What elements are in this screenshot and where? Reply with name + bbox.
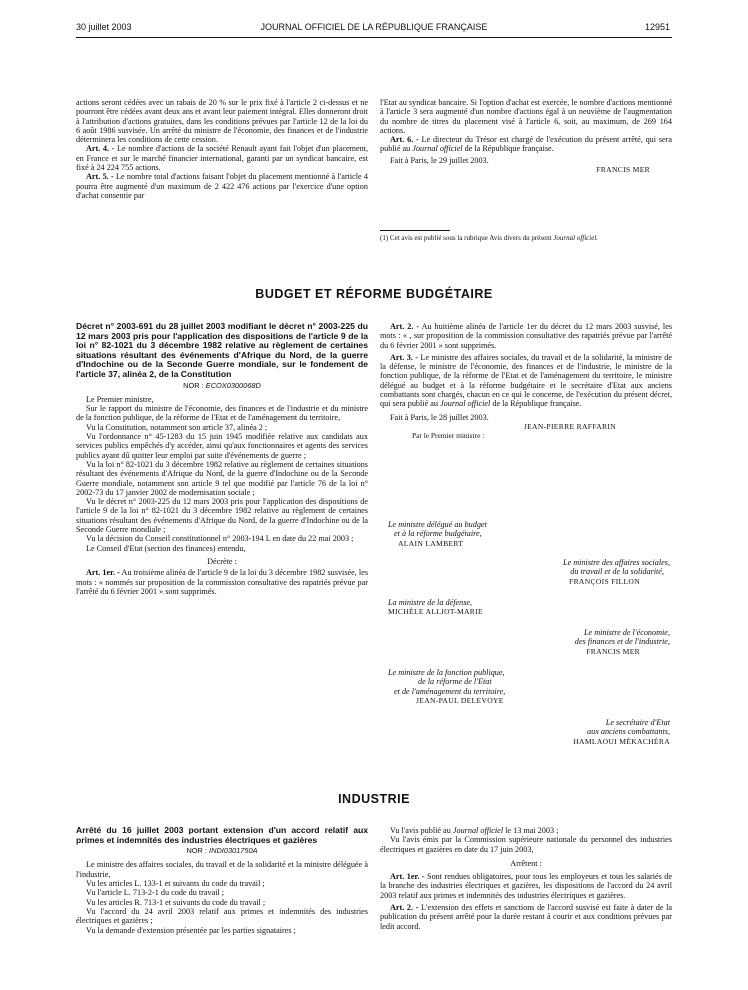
article-6 <box>380 135 672 154</box>
signatory-name: ALAIN LAMBERT <box>398 538 464 548</box>
journal-officiel-ref: Journal officiel <box>412 144 463 154</box>
article-label: Art. 5. - <box>86 172 114 182</box>
paragraph-text: le 13 mai 2003 ; <box>503 826 559 835</box>
article-2 <box>380 322 672 350</box>
paragraph: Vu l'avis émis par la Commission supérieure nationale du personnel des industries électriques et gazières en date du 17 juin 2003, <box>380 835 672 854</box>
top-right-column <box>380 98 672 174</box>
signatory-name: JEAN-PAUL DELEVOYE <box>416 695 504 705</box>
paragraph: Le ministre des affaires sociales, du travail et de la solidarité et la ministre déléguée à l'industrie, <box>76 860 368 879</box>
nor-reference <box>76 381 368 390</box>
article-text: Au huitième alinéa de l'article 1er du décret du 12 mars 2003 susvisé, les mots : « , sur proposition de la commission consultative des rapatriés prévue par l'arrêté du 6 février 2001 » sont supprimés. <box>380 322 673 350</box>
paragraph: Le Conseil d'Etat (section des finances) entendu, <box>86 543 246 553</box>
paragraph: actions seront cédées avec un rabais de 20 % sur le prix fixé à l'article 2 ci-dessus et ne pourront être cédées avant deux ans et avant leur paiement intégral. Elles donneront droit à l'attribution d'actions gratuites, dans les conditions prévues par l'article 12 de la loi du 6 août 1986 susvisée. Un arrêté du ministre de l'économie, des finances et de l'industrie déterminera les conditions de cette cession. <box>76 98 368 145</box>
article-label: Art. 4. - <box>86 144 115 154</box>
article-label: Art. 3. - <box>390 352 418 362</box>
signatory-role: aux anciens combattants, <box>587 727 670 737</box>
signatory-role: et de l'aménagement du territoire, <box>394 686 506 696</box>
paragraph: Vu les articles R. 713-1 et suivants du code du travail ; <box>86 897 266 907</box>
section-title-budget: BUDGET ET RÉFORME BUDGÉTAIRE <box>255 287 493 301</box>
paragraph: Vu la Constitution, notamment son article 37, alinéa 2 ; <box>86 422 268 432</box>
paragraph: Vu l'article L. 713-2-1 du code du travail ; <box>86 888 225 898</box>
decree-title: Décret n° 2003-691 du 28 juillet 2003 modifiant le décret n° 2003-225 du 12 mars 2003 pris pour l'application des dispositions de l'article 9 de la loi n° 82-1021 du 3 décembre 1982 relative au règlement de certaines situations résultant des événements d'Afrique du Nord, de la guerre d'Indochine ou de la Seconde Guerre mondiale, sur le fondement de l'article 37, alinéa 2, de la Constitution <box>76 321 368 379</box>
paragraph: Le Premier ministre, <box>86 394 154 404</box>
signatory-name: FRANCIS MER <box>586 646 640 656</box>
signatory-role: Le ministre de la fonction publique, <box>388 668 505 677</box>
signature-defense <box>388 598 588 617</box>
prime-minister-name: JEAN-PIERRE RAFFARIN <box>523 421 616 431</box>
paragraph: Vu le décret n° 2003-225 du 12 mars 2003 pris pour l'application des dispositions de l'article 9 de la loi n° 82-1021 du 3 décembre 1982 relative au règlement de certaines situations résultant des événements d'Afrique du Nord, de la guerre d'Indochine ou de la Seconde Guerre mondiale ; <box>76 497 368 535</box>
article-3 <box>380 353 672 409</box>
article-text: Au troisième alinéa de l'article 9 de la loi du 3 décembre 1982 susvisée, les mots : « nommés sur proposition de la commission consultative des rapatriés prévue par l'arrêté du 6 février 2001 » sont supprimés. <box>76 568 369 596</box>
article-label: Art. 1er. - <box>86 568 120 578</box>
article-1 <box>76 568 368 596</box>
decrete-heading: Décrète : <box>207 556 237 566</box>
nor-label: NOR : <box>183 380 206 390</box>
budget-right-column <box>380 322 672 441</box>
article-text: de la République française. <box>490 399 582 409</box>
signature-public-service <box>388 668 588 705</box>
paragraph <box>380 826 672 835</box>
journal-officiel-ref: Journal officiel <box>452 826 504 835</box>
top-left-column <box>76 98 368 200</box>
paragraph: Vu la décision du Conseil constitutionnel n° 2003-194 L en date du 22 mai 2003 ; <box>86 534 354 544</box>
signatory-role: des finances et de l'industrie, <box>574 637 670 647</box>
footnote-rule <box>380 230 450 231</box>
signatory-role: Le ministre délégué au budget <box>388 520 487 529</box>
signature-social-affairs <box>470 558 670 586</box>
section-title-industrie: INDUSTRIE <box>338 792 410 806</box>
article-label: Art. 1er. - <box>390 872 425 882</box>
signature-budget <box>388 520 588 548</box>
article-text: Sont rendues obligatoires, pour tous les employeurs et tous les salariés de la branche des industries électriques et gazières, les dispositions de l'accord du 24 avril 2003 relatif aux primes et indemnités des industries électriques et gazières. <box>380 872 672 900</box>
journal-officiel-ref: Journal officiel <box>440 399 491 409</box>
signatory-role: Le ministre de l'économie, <box>583 628 670 637</box>
article-label: Art. 6. - <box>390 135 419 145</box>
arretent-heading: Arrêtent : <box>510 858 542 868</box>
industrie-left-column <box>76 826 368 935</box>
footnote <box>380 234 672 242</box>
article-text: de la République française. <box>462 144 554 154</box>
article-label: Art. 2. - <box>390 903 419 913</box>
arrete-title: Arrêté du 16 juillet 2003 portant extension d'un accord relatif aux primes et indemnités des industries électriques et gazières <box>76 825 368 845</box>
place-date: Fait à Paris, le 29 juillet 2003. <box>390 155 489 165</box>
paragraph: Vu les articles L. 133-1 et suivants du code du travail ; <box>86 879 265 889</box>
nor-reference <box>76 846 368 855</box>
article-text: Le nombre d'actions de la société Renault ayant fait l'objet d'un placement, en France et sur le marché financier international, garanti par un syndicat bancaire, est fixé à 24 224 755 actions. <box>76 144 369 173</box>
signatory-role: du travail et de la solidarité, <box>570 567 664 577</box>
footnote-text: (1) Cet avis est publié sous la rubrique Avis divers du présent <box>380 234 554 242</box>
budget-left-column <box>76 322 368 596</box>
paragraph-text: Vu l'avis publié au <box>390 826 453 835</box>
paragraph: Vu l'ordonnance n° 45-1283 du 15 juin 1945 modifiée relative aux candidats aux services publics empêchés d'y accéder, ainsi qu'aux fonctionnaires et agents des services publics ayant dû quitter leur emploi par suite d'événements de guerre ; <box>76 432 368 460</box>
paragraph: l'Etat au syndicat bancaire. Si l'option d'achat est exercée, le nombre d'actions mentionné à l'article 3 sera augmenté d'un nombre d'actions égal à un neuvième de l'augmentation du nombre de titres du placement visé à l'article 6, soit, au maximum, de 269 164 actions. <box>380 98 672 135</box>
signatory-name: FRANCIS MER <box>596 165 650 175</box>
nor-code: ECOX0300068D <box>205 380 261 390</box>
signatory-role: et à la réforme budgétaire, <box>394 529 482 539</box>
signatory-role: Le ministre des affaires sociales, <box>563 558 670 567</box>
signatory-role: de la réforme de l'Etat <box>418 677 492 687</box>
article-text: Le directeur du Trésor est chargé de l'exécution du présent arrêté, qui sera publié au <box>380 135 672 154</box>
article-text: Le ministre des affaires sociales, du travail et de la solidarité, la ministre de la défense, le ministre de l'économie, des finances et de l'industrie, le ministre de la fonction publique, de la réforme de l'Etat et de l'aménagement du territoire, le ministre délégué au budget et à la réforme budgétaire et le secrétaire d'Etat aux anciens combattants sont chargés, chacun en ce qui le concerne, de l'exécution du présent décret, qui sera publié au <box>380 352 673 409</box>
article-5 <box>76 172 368 200</box>
place-date: Fait à Paris, le 28 juillet 2003. <box>390 412 489 422</box>
paragraph: Vu la loi n° 82-1021 du 3 décembre 1982 relative au règlement de certaines situations résultant des événements d'Afrique du Nord, de la guerre d'Indochine ou de la Seconde Guerre mondiale, notamment son article 9 tel que modifié par l'article 76 de la loi n° 2002-73 du 17 janvier 2002 de modernisation sociale ; <box>76 459 368 497</box>
article-text: Le nombre total d'actions faisant l'objet du placement mentionné à l'article 4 pourra être augmenté d'un maximum de 2 422 476 actions par l'exercice d'une option d'achat consentie par <box>76 172 368 200</box>
paragraph: Sur le rapport du ministre de l'économie, des finances et de l'industrie et du ministre de la fonction publique, de la réforme de l'Etat et de l'aménagement du territoire, <box>76 404 368 423</box>
header-rule <box>76 37 672 38</box>
article-label: Art. 2. - <box>390 322 420 331</box>
article-4 <box>76 144 368 172</box>
header-journal-title: JOURNAL OFFICIEL DE LA RÉPUBLIQUE FRANÇAISE <box>260 22 488 32</box>
header-page-number: 12951 <box>644 22 670 32</box>
signature-veterans <box>470 718 670 746</box>
signatory-name: HAMLAOUI MÉKACHÉRA <box>573 736 670 746</box>
signatory-name: MICHÈLE ALLIOT-MARIE <box>388 607 483 617</box>
journal-officiel-ref: Journal officiel. <box>553 234 599 242</box>
signature-economy <box>470 628 670 656</box>
nor-code: INDI0301750A <box>209 846 258 856</box>
signatory-name: FRANÇOIS FILLON <box>569 576 640 586</box>
header-date: 30 juillet 2003 <box>76 22 132 32</box>
signature-intro: Par le Premier ministre : <box>412 431 485 441</box>
industrie-right-column <box>380 826 672 931</box>
article-text: L'extension des effets et sanctions de l'accord susvisé est faite à dater de la publication du présent arrêté pour la durée restant à courir et aux conditions prévues par ledit accord. <box>380 903 673 931</box>
article-1 <box>380 872 672 900</box>
page-header <box>0 20 748 36</box>
signatory-role: La ministre de la défense, <box>388 598 473 607</box>
paragraph: Vu la demande d'extension présentée par les parties signataires ; <box>86 925 296 935</box>
paragraph: Vu l'accord du 24 avril 2003 relatif aux primes et indemnités des industries électriques et gazières ; <box>76 906 368 926</box>
signatory-role: Le secrétaire d'Etat <box>605 718 670 727</box>
article-2 <box>380 903 672 931</box>
nor-label: NOR : <box>186 846 210 856</box>
